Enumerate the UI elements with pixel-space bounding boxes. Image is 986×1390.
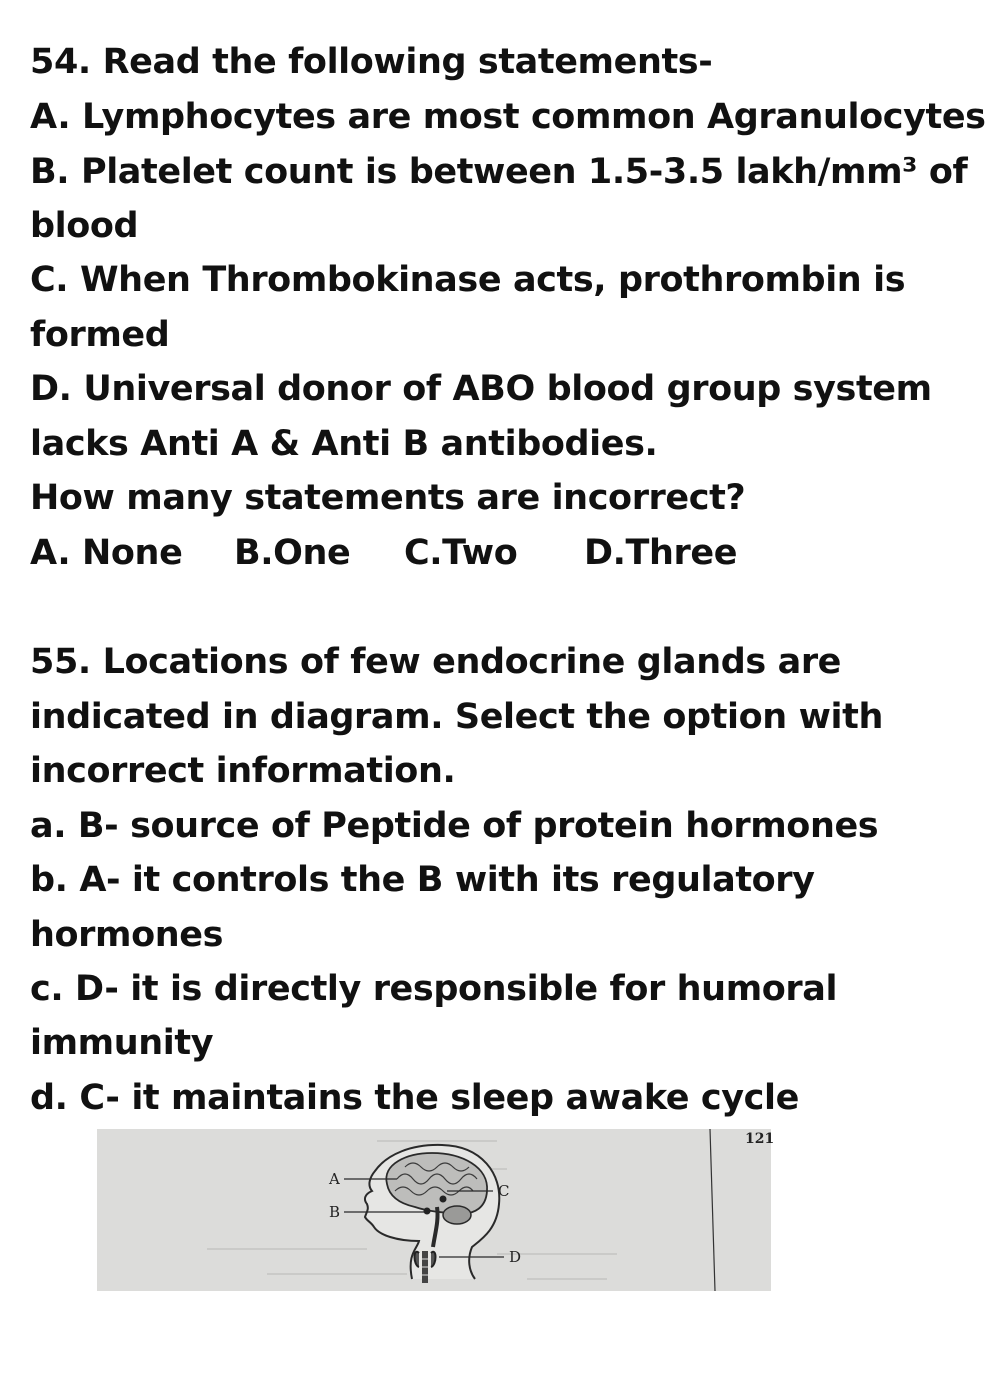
q55-option-d: d. C- it maintains the sleep awake cycle xyxy=(30,1078,799,1118)
label-c: C xyxy=(498,1182,510,1200)
label-a: A xyxy=(329,1170,340,1188)
head-diagram-svg xyxy=(97,1129,775,1291)
q55-option-c-cont: immunity xyxy=(30,1023,214,1063)
q54-statement-b-cont: blood xyxy=(30,206,139,246)
q54-option-a: A. None xyxy=(30,533,183,573)
q54-option-c: C.Two xyxy=(404,533,518,573)
q54-option-b: B.One xyxy=(234,533,351,573)
q54-option-d: D.Three xyxy=(584,533,738,573)
q55-option-b-cont: hormones xyxy=(30,915,224,955)
q54-statement-c-cont: formed xyxy=(30,315,170,355)
q54-statement-a: A. Lymphocytes are most common Agranulocytes xyxy=(30,97,986,137)
label-d: D xyxy=(509,1248,522,1266)
label-b: B xyxy=(329,1203,341,1221)
q54-stem: 54. Read the following statements- xyxy=(30,42,713,82)
page-number: 121 xyxy=(745,1131,775,1147)
q54-statement-d: D. Universal donor of ABO blood group system xyxy=(30,369,932,409)
q54-statement-c: C. When Thrombokinase acts, prothrombin is xyxy=(30,260,906,300)
q55-option-b: b. A- it controls the B with its regulatory xyxy=(30,860,815,900)
q54-statement-d-cont: lacks Anti A & Anti B antibodies. xyxy=(30,424,658,464)
q55-stem-3: incorrect information. xyxy=(30,751,456,791)
q55-option-a: a. B- source of Peptide of protein hormones xyxy=(30,806,879,846)
q54-options xyxy=(30,531,737,575)
q54-statement-b: B. Platelet count is between 1.5-3.5 lakh/mm³ of xyxy=(30,152,968,192)
q55-stem-1: 55. Locations of few endocrine glands are xyxy=(30,642,842,682)
endocrine-diagram xyxy=(97,1129,775,1291)
q54-question: How many statements are incorrect? xyxy=(30,478,746,518)
q55-option-c: c. D- it is directly responsible for humoral xyxy=(30,969,838,1009)
q55-stem-2: indicated in diagram. Select the option with xyxy=(30,697,883,737)
